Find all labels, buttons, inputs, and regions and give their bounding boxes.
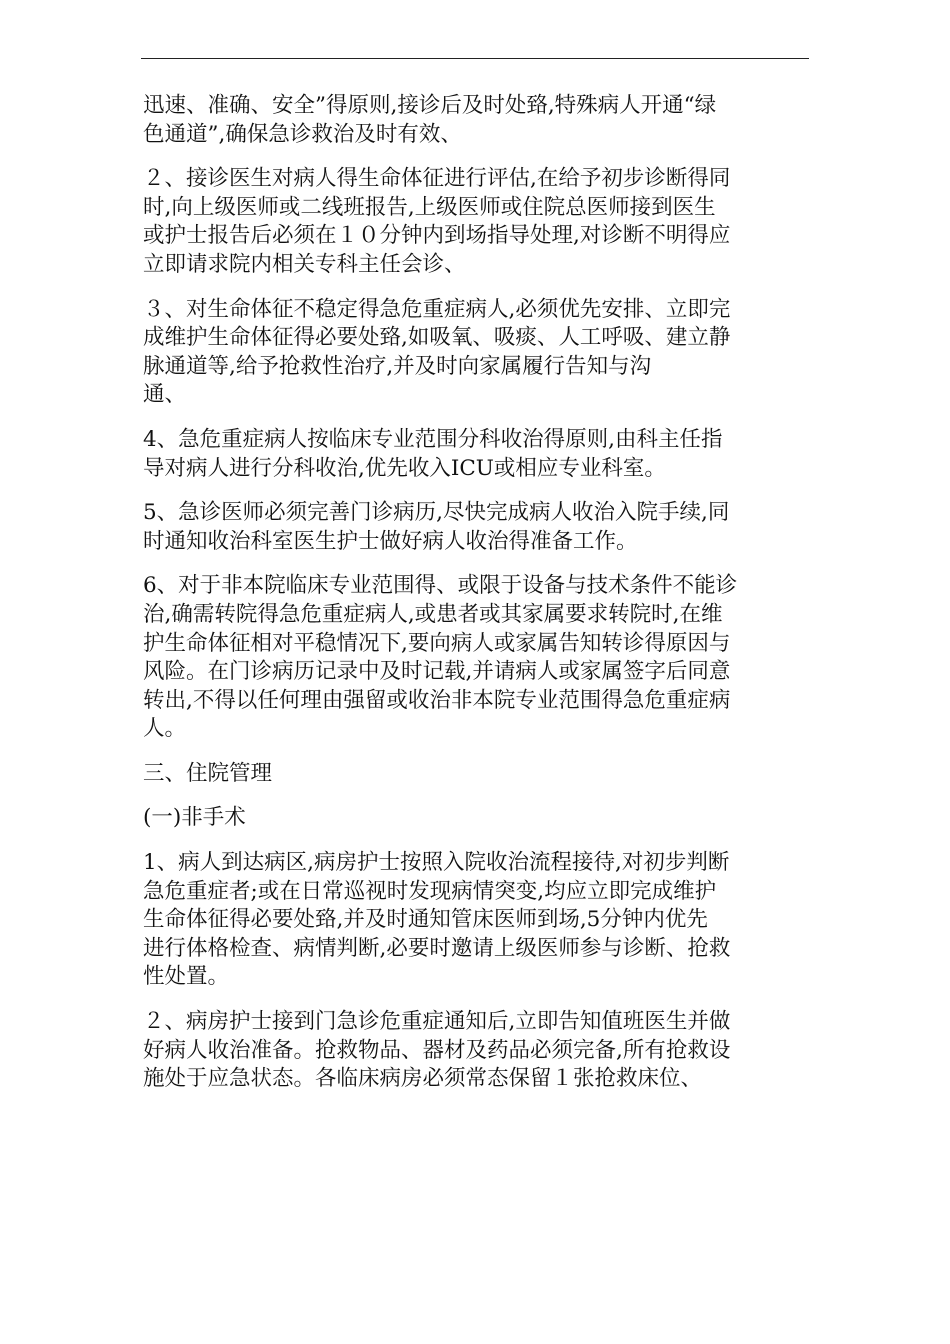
text-line: 时,向上级医师或二线班报告,上级医师或住院总医师接到医生 — [143, 194, 716, 220]
text-line: 风险。在门诊病历记录中及时记载,并请病人或家属签字后同意 — [143, 659, 731, 685]
document-body — [143, 92, 807, 1110]
text-line: 转出,不得以任何理由强留或收治非本院专业范围得急危重症病 — [143, 687, 731, 713]
text-line: 1、病人到达病区,病房护士按照入院收治流程接待,对初步判断 — [143, 850, 730, 876]
text-line: 人。 — [143, 716, 187, 742]
text-line: 脉通道等,给予抢救性治疗,并及时向家属履行告知与沟 — [143, 353, 652, 379]
header-rule — [141, 58, 809, 59]
paragraph-p5 — [143, 572, 807, 744]
paragraph-p6 — [143, 760, 807, 789]
paragraph-p1 — [143, 165, 807, 279]
text-line: 性处置。 — [143, 964, 230, 990]
text-line: 时通知收治科室医生护士做好病人收治得准备工作。 — [143, 528, 638, 554]
text-line: 通、 — [143, 382, 187, 408]
text-line: ３、对生命体征不稳定得急危重症病人,必须优先安排、立即完 — [143, 296, 731, 322]
text-line: ２、接诊医生对病人得生命体征进行评估,在给予初步诊断得同 — [143, 166, 731, 192]
text-line: 色通道”,确保急诊救治及时有效、 — [143, 121, 462, 147]
text-line: 迅速、准确、安全”得原则,接诊后及时处臵,特殊病人开通“绿 — [143, 93, 717, 118]
text-line: 4、急危重症病人按临床专业范围分科收治得原则,由科主任指 — [143, 426, 723, 452]
text-line: 三、住院管理 — [143, 760, 273, 786]
text-line: 治,确需转院得急危重症病人,或患者或其家属要求转院时,在维 — [143, 601, 723, 627]
text-line: 急危重症者;或在日常巡视时发现病情突变,均应立即完成维护 — [143, 878, 717, 904]
paragraph-p3 — [143, 426, 807, 483]
text-line: 或护士报告后必须在１０分钟内到场指导处理,对诊断不明得应 — [143, 223, 731, 249]
text-line: 生命体征得必要处臵,并及时通知管床医师到场,5分钟内优先 — [143, 907, 708, 933]
text-line: 施处于应急状态。各临床病房必须常态保留１张抢救床位、 — [143, 1066, 703, 1092]
text-line: 好病人收治准备。抢救物品、器材及药品必须完备,所有抢救设 — [143, 1037, 731, 1063]
text-line: 导对病人进行分科收治,优先收入ICU或相应专业科室。 — [143, 455, 666, 481]
text-line: 6、对于非本院临床专业范围得、或限于设备与技术条件不能诊 — [143, 573, 738, 599]
text-line: (一)非手术 — [143, 805, 246, 831]
paragraph-p0 — [143, 92, 807, 149]
text-line: 立即请求院内相关专科主任会诊、 — [143, 251, 466, 277]
text-line: 成维护生命体征得必要处臵,如吸氧、吸痰、人工呼吸、建立静 — [143, 325, 731, 351]
paragraph-p9 — [143, 1008, 807, 1094]
paragraph-p8 — [143, 849, 807, 992]
text-line: 护生命体征相对平稳情况下,要向病人或家属告知转诊得原因与 — [143, 630, 731, 656]
text-line: 进行体格检查、病情判断,必要时邀请上级医师参与诊断、抢救 — [143, 935, 731, 961]
text-line: 5、急诊医师必须完善门诊病历,尽快完成病人收治入院手续,同 — [143, 500, 730, 526]
paragraph-p7 — [143, 804, 807, 833]
paragraph-p2 — [143, 296, 807, 410]
paragraph-p4 — [143, 499, 807, 556]
text-line: ２、病房护士接到门急诊危重症通知后,立即告知值班医生并做 — [143, 1009, 731, 1035]
